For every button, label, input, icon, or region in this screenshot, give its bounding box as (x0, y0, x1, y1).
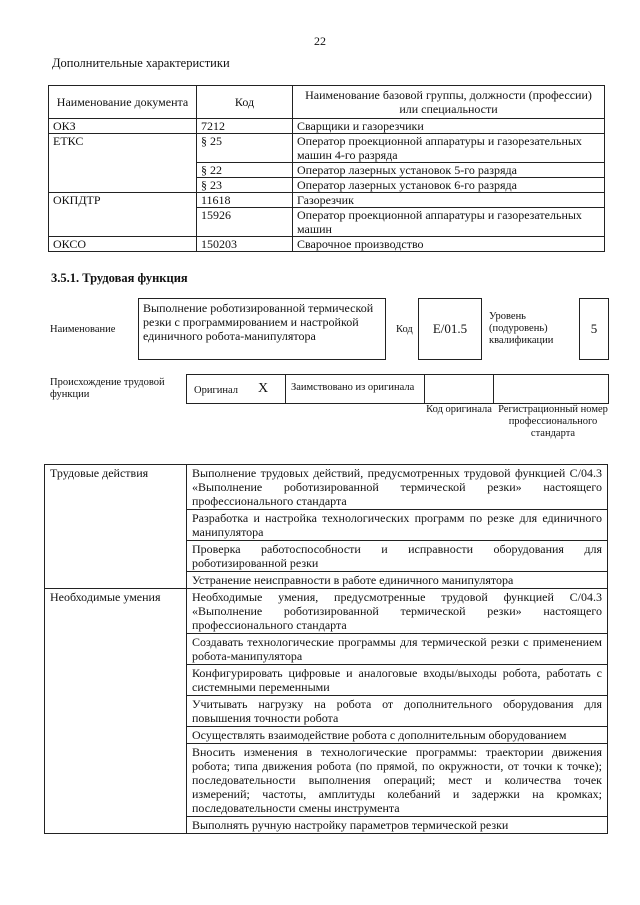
registration-number-label: Регистрационный номер профессионального стандарта (498, 404, 608, 439)
code-cell: § 25 (197, 134, 293, 163)
skill-item: Осуществлять взаимодействие робота с дополнительным оборудованием (187, 727, 608, 744)
original-mark: X (258, 381, 269, 396)
code-label: Код (396, 324, 413, 335)
actions-label: Трудовые действия (45, 465, 187, 589)
action-item: Разработка и настройка технологических программ по резке для единичного манипулятора (187, 510, 608, 541)
table-row (49, 237, 605, 252)
registration-number-box (493, 374, 609, 404)
doc-cell: ОКСО (49, 237, 197, 252)
name-cell: Оператор лазерных установок 5-го разряда (293, 163, 605, 178)
header-code: Код (197, 86, 293, 119)
code-cell: 15926 (197, 208, 293, 237)
original-code-label: Код оригинала (426, 404, 492, 415)
table-row (49, 119, 605, 134)
name-cell: Сварщики и газорезчики (293, 119, 605, 134)
origin-label: Происхождение трудовой функции (50, 377, 165, 400)
borrowed-label: Заимствовано из оригинала (291, 382, 415, 393)
function-details-table (44, 464, 608, 834)
skill-item: Необходимые умения, предусмотренные трудовой функцией C/04.3 «Выполнение роботизированной термической резки» настоящего профессионального стандарта (187, 589, 608, 634)
level-value: 5 (590, 321, 598, 336)
name-cell: Оператор лазерных установок 6-го разряда (293, 178, 605, 193)
skill-item: Конфигурировать цифровые и аналоговые входы/выходы робота, работать с системными переменными (187, 665, 608, 696)
section-heading: 3.5.1. Трудовая функция (51, 271, 188, 285)
table-row (49, 134, 605, 163)
table-header-row (49, 86, 605, 119)
code-value: E/01.5 (432, 321, 468, 336)
code-box (418, 298, 482, 360)
name-cell: Газорезчик (293, 193, 605, 208)
action-item: Выполнение трудовых действий, предусмотренных трудовой функцией C/04.3 «Выполнение роботизированной термической резки» настоящего профессионального стандарта (187, 465, 608, 510)
code-cell: 7212 (197, 119, 293, 134)
doc-cell: ОКПДТР (49, 193, 197, 237)
additional-characteristics-title: Дополнительные характеристики (52, 56, 230, 70)
borrowed-box (285, 374, 425, 404)
name-cell: Оператор проекционной аппаратуры и газорезательных машин 4-го разряда (293, 134, 605, 163)
name-label: Наименование (50, 324, 116, 335)
page-number: 22 (314, 34, 326, 48)
original-box (186, 374, 286, 404)
skill-item: Создавать технологические программы для термической резки с применением робота-манипулятора (187, 634, 608, 665)
doc-cell: ЕТКС (49, 134, 197, 193)
skills-label: Необходимые умения (45, 589, 187, 834)
code-cell: § 22 (197, 163, 293, 178)
function-name-value: Выполнение роботизированной термической резки с программированием и настройкой единичного робота-манипулятора (143, 301, 374, 343)
name-cell: Сварочное производство (293, 237, 605, 252)
action-item: Проверка работоспособности и исправности оборудования для роботизированной резки (187, 541, 608, 572)
skill-item: Выполнять ручную настройку параметров термической резки (187, 817, 608, 834)
name-cell: Оператор проекционной аппаратуры и газорезательных машин (293, 208, 605, 237)
header-document: Наименование документа (49, 86, 197, 119)
doc-cell: ОКЗ (49, 119, 197, 134)
original-label: Оригинал (194, 385, 238, 396)
code-cell: 150203 (197, 237, 293, 252)
additional-characteristics-table (48, 85, 605, 252)
level-box (579, 298, 609, 360)
function-name-box (138, 298, 386, 360)
header-group-name: Наименование базовой группы, должности (профессии) или специальности (293, 86, 605, 119)
skill-item: Вносить изменения в технологические программы: траектории движения робота; типа движения робота (по прямой, по окружности, от точки к точке); последовательности выполнения операций; мест и количества точек измерений; частоты, амплитуды колебаний и задержки на кромках; последовательности смены инструмента (187, 744, 608, 817)
action-item: Устранение неисправности в работе единичного манипулятора (187, 572, 608, 589)
table-row (45, 589, 608, 634)
table-row (45, 465, 608, 510)
skill-item: Учитывать нагрузку на робота от дополнительного оборудования для повышения точности робота (187, 696, 608, 727)
code-cell: § 23 (197, 178, 293, 193)
original-code-box (424, 374, 494, 404)
code-cell: 11618 (197, 193, 293, 208)
table-row (49, 193, 605, 208)
qualification-level-label: Уровень (подуровень) квалификации (489, 311, 554, 346)
